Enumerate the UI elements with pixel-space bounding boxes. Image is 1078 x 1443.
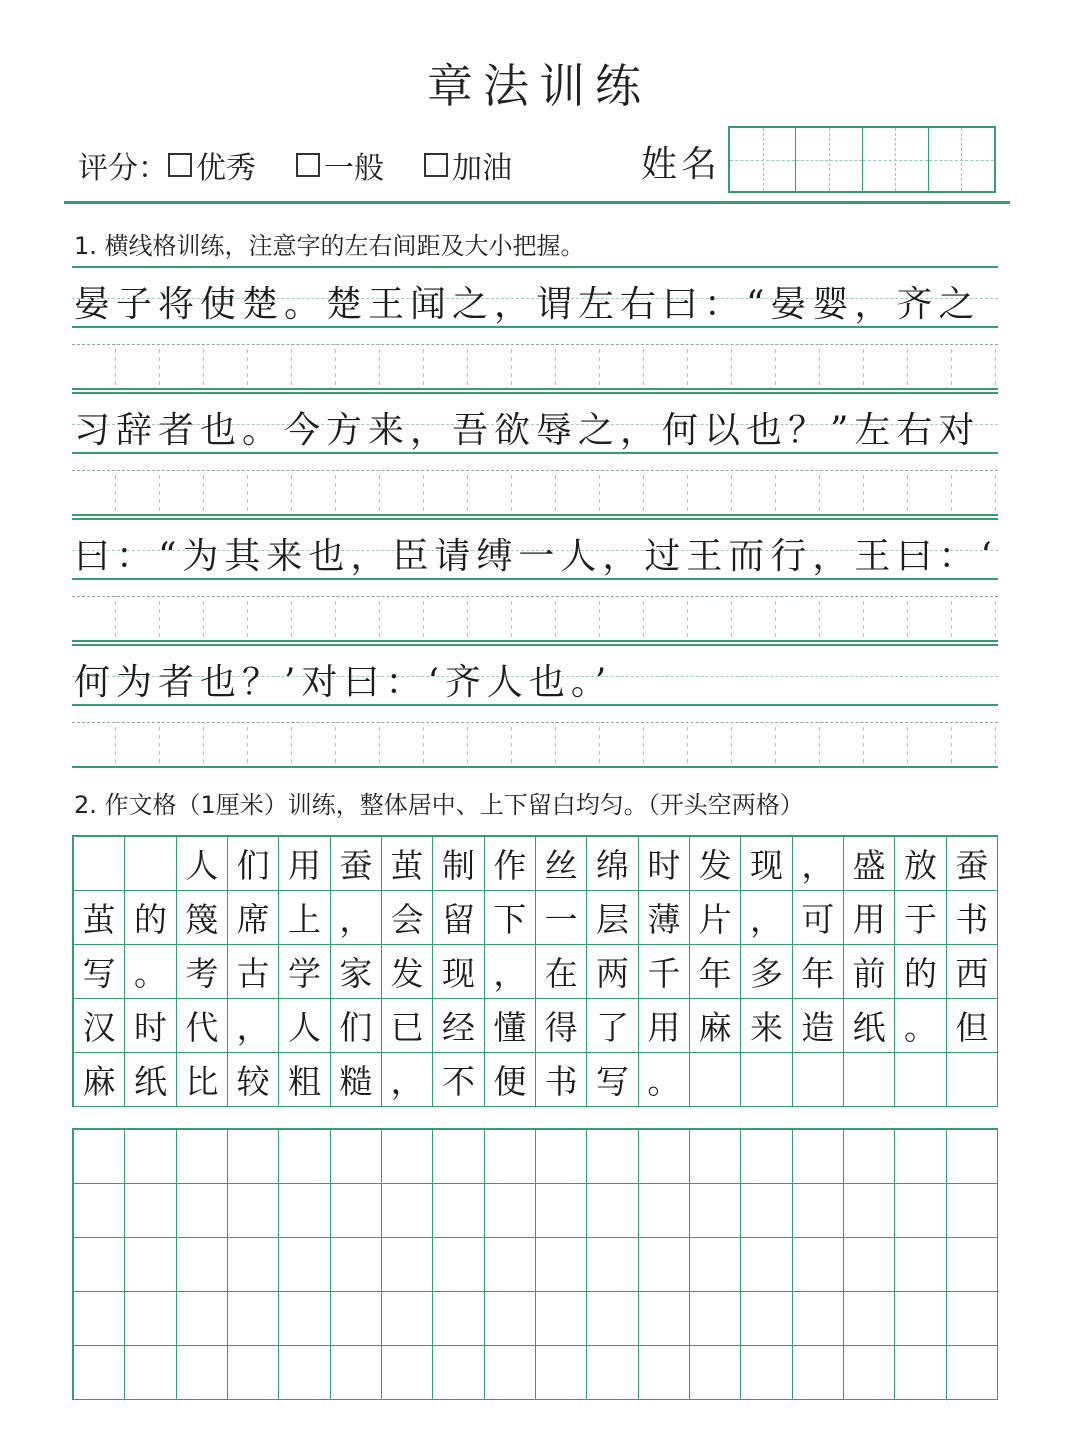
- essay-grid-cell: [125, 837, 176, 891]
- essay-grid-cell: 不: [433, 1053, 484, 1107]
- practice-grid-cell[interactable]: [536, 1238, 587, 1292]
- essay-grid-cell: 千: [639, 945, 690, 999]
- practice-grid-cell[interactable]: [125, 1130, 176, 1184]
- practice-grid-cell[interactable]: [947, 1292, 998, 1346]
- essay-grid-cell: 席: [228, 891, 279, 945]
- essay-grid-cell: 的: [895, 945, 946, 999]
- practice-grid-cell[interactable]: [741, 1184, 792, 1238]
- essay-grid-cell: 于: [895, 891, 946, 945]
- score-option-label: 加油: [452, 151, 512, 186]
- practice-grid-cell[interactable]: [382, 1130, 433, 1184]
- essay-grid-cell: ，: [485, 945, 536, 999]
- name-label: 姓名: [641, 144, 722, 185]
- practice-grid-cell[interactable]: [639, 1292, 690, 1346]
- essay-grid-cell: 多: [741, 945, 792, 999]
- practice-grid-cell[interactable]: [433, 1346, 484, 1400]
- essay-grid-cell: 篾: [177, 891, 228, 945]
- practice-grid-cell[interactable]: [74, 1346, 125, 1400]
- practice-grid-cell[interactable]: [895, 1184, 946, 1238]
- essay-grid-cell: [947, 1053, 998, 1107]
- score-row: [78, 142, 552, 188]
- essay-grid-cell: 麻: [690, 999, 741, 1053]
- essay-grid-cell: 人: [177, 837, 228, 891]
- model-text-band: [72, 392, 998, 454]
- blank-practice-grid[interactable]: [72, 1128, 998, 1400]
- essay-grid-cell: ，: [793, 837, 844, 891]
- essay-grid-cell: ，: [228, 999, 279, 1053]
- practice-grid-cell[interactable]: [639, 1130, 690, 1184]
- checkbox-keep-going[interactable]: [424, 153, 448, 177]
- practice-grid-cell[interactable]: [741, 1346, 792, 1400]
- model-text-line: 曰：“为其来也，臣请缚一人，过王而行，王曰：‘: [74, 536, 998, 577]
- essay-grid-cell: 时: [639, 837, 690, 891]
- essay-grid-cell: 书: [947, 891, 998, 945]
- practice-band[interactable]: [72, 722, 998, 768]
- practice-grid-cell[interactable]: [433, 1184, 484, 1238]
- essay-grid-cell: 蚕: [947, 837, 998, 891]
- essay-grid-cell: [741, 1053, 792, 1107]
- score-option-keep-going[interactable]: [424, 143, 512, 187]
- essay-grid-cell: 书: [536, 1053, 587, 1107]
- essay-grid-cell: 茧: [74, 891, 125, 945]
- essay-grid-cell: 们: [228, 837, 279, 891]
- practice-grid-cell[interactable]: [228, 1130, 279, 1184]
- essay-grid-cell: [844, 1053, 895, 1107]
- score-label: 评分：: [78, 151, 168, 186]
- essay-grid-cell: 但: [947, 999, 998, 1053]
- essay-grid-cell: 下: [485, 891, 536, 945]
- line-pair: [72, 518, 998, 644]
- practice-grid-cell[interactable]: [177, 1184, 228, 1238]
- practice-band[interactable]: [72, 470, 998, 516]
- practice-grid-cell[interactable]: [741, 1238, 792, 1292]
- practice-grid-cell[interactable]: [690, 1346, 741, 1400]
- practice-grid-cell[interactable]: [485, 1346, 536, 1400]
- essay-grid-cell: 造: [793, 999, 844, 1053]
- practice-band[interactable]: [72, 596, 998, 642]
- practice-grid-cell[interactable]: [587, 1184, 638, 1238]
- essay-grid-cell: 丝: [536, 837, 587, 891]
- practice-grid-cell[interactable]: [74, 1292, 125, 1346]
- essay-grid-cell: 来: [741, 999, 792, 1053]
- practice-grid-cell[interactable]: [74, 1184, 125, 1238]
- essay-grid-cell: 可: [793, 891, 844, 945]
- practice-grid-cell[interactable]: [228, 1346, 279, 1400]
- essay-grid-cell: 较: [228, 1053, 279, 1107]
- practice-grid-cell[interactable]: [587, 1130, 638, 1184]
- practice-grid-cell[interactable]: [382, 1346, 433, 1400]
- essay-grid-cell: ，: [741, 891, 792, 945]
- practice-grid-cell[interactable]: [844, 1130, 895, 1184]
- essay-grid-cell: 现: [433, 945, 484, 999]
- name-input-grid[interactable]: [728, 126, 996, 193]
- essay-grid-cell: 薄: [639, 891, 690, 945]
- essay-grid-cell: 西: [947, 945, 998, 999]
- essay-grid-cell: 制: [433, 837, 484, 891]
- page-title: 章法训练: [427, 59, 651, 113]
- practice-grid-cell[interactable]: [331, 1292, 382, 1346]
- essay-grid-cell: 汉: [74, 999, 125, 1053]
- practice-grid-cell[interactable]: [279, 1292, 330, 1346]
- essay-grid-cell: 糙: [331, 1053, 382, 1107]
- line-pair: [72, 644, 998, 770]
- essay-grid-cell: 经: [433, 999, 484, 1053]
- essay-grid-cell: 纸: [844, 999, 895, 1053]
- practice-grid-cell[interactable]: [895, 1292, 946, 1346]
- practice-grid-cell[interactable]: [177, 1238, 228, 1292]
- model-text-line: 晏子将使楚。楚王闻之，谓左右曰：“晏婴，齐之: [74, 284, 981, 325]
- model-text-band: [72, 518, 998, 580]
- essay-grid-cell: 用: [844, 891, 895, 945]
- practice-grid-cell[interactable]: [382, 1292, 433, 1346]
- essay-grid-cell: 麻: [74, 1053, 125, 1107]
- practice-grid-cell[interactable]: [433, 1238, 484, 1292]
- practice-grid-cell[interactable]: [74, 1130, 125, 1184]
- essay-grid-cell: 时: [125, 999, 176, 1053]
- model-text-band: [72, 644, 998, 706]
- practice-grid-cell[interactable]: [485, 1238, 536, 1292]
- practice-grid-cell[interactable]: [793, 1184, 844, 1238]
- essay-grid-cell: 年: [690, 945, 741, 999]
- practice-grid-cell[interactable]: [947, 1130, 998, 1184]
- practice-grid-cell[interactable]: [74, 1238, 125, 1292]
- practice-grid-cell[interactable]: [587, 1346, 638, 1400]
- practice-grid-cell[interactable]: [433, 1292, 484, 1346]
- practice-grid-cell[interactable]: [639, 1238, 690, 1292]
- essay-grid-cell: 两: [587, 945, 638, 999]
- essay-grid-cell: 懂: [485, 999, 536, 1053]
- practice-grid-cell[interactable]: [331, 1130, 382, 1184]
- section2-title: 2. 作文格（1厘米）训练，整体居中、上下留白均匀。（开头空两格）: [74, 791, 804, 819]
- essay-grid-cell: 发: [690, 837, 741, 891]
- score-option-label: 一般: [324, 151, 384, 186]
- practice-grid-cell[interactable]: [279, 1346, 330, 1400]
- practice-grid-cell[interactable]: [331, 1346, 382, 1400]
- section1-title: 1. 横线格训练，注意字的左右间距及大小把握。: [74, 232, 585, 260]
- practice-grid-cell[interactable]: [741, 1292, 792, 1346]
- essay-grid-cell: 已: [382, 999, 433, 1053]
- practice-grid-cell[interactable]: [690, 1184, 741, 1238]
- essay-grid: [72, 835, 998, 1107]
- practice-grid-cell[interactable]: [793, 1130, 844, 1184]
- practice-grid-cell[interactable]: [793, 1292, 844, 1346]
- model-text-line: 何为者也？’对曰：‘齐人也。’: [74, 662, 613, 703]
- name-cell[interactable]: [730, 128, 796, 191]
- practice-grid-cell[interactable]: [433, 1130, 484, 1184]
- model-text-band: [72, 266, 998, 328]
- essay-grid-cell: 便: [485, 1053, 536, 1107]
- practice-grid-cell[interactable]: [331, 1238, 382, 1292]
- essay-grid-cell: 古: [228, 945, 279, 999]
- practice-grid-cell[interactable]: [485, 1184, 536, 1238]
- practice-grid-cell[interactable]: [331, 1184, 382, 1238]
- essay-grid-cell: ，: [331, 891, 382, 945]
- practice-grid-cell[interactable]: [536, 1184, 587, 1238]
- score-option-label: 优秀: [196, 151, 256, 186]
- practice-grid-cell[interactable]: [587, 1238, 638, 1292]
- essay-grid-cell: 层: [587, 891, 638, 945]
- practice-grid-cell[interactable]: [485, 1292, 536, 1346]
- practice-grid-cell[interactable]: [279, 1184, 330, 1238]
- practice-grid-cell[interactable]: [177, 1292, 228, 1346]
- essay-grid-cell: 了: [587, 999, 638, 1053]
- essay-grid-cell: 片: [690, 891, 741, 945]
- practice-grid-cell[interactable]: [741, 1130, 792, 1184]
- essay-grid-cell: 蚕: [331, 837, 382, 891]
- practice-grid-cell[interactable]: [690, 1238, 741, 1292]
- checkbox-average[interactable]: [296, 153, 320, 177]
- essay-grid-cell: 年: [793, 945, 844, 999]
- essay-grid-cell: 。: [639, 1053, 690, 1107]
- practice-grid-cell[interactable]: [844, 1292, 895, 1346]
- checkbox-excellent[interactable]: [168, 153, 192, 177]
- practice-grid-cell[interactable]: [177, 1346, 228, 1400]
- essay-grid-cell: 人: [279, 999, 330, 1053]
- practice-grid-cell[interactable]: [177, 1130, 228, 1184]
- essay-grid-cell: 茧: [382, 837, 433, 891]
- essay-grid-cell: 一: [536, 891, 587, 945]
- essay-grid-cell: 会: [382, 891, 433, 945]
- essay-grid-cell: 代: [177, 999, 228, 1053]
- essay-grid-cell: 发: [382, 945, 433, 999]
- essay-grid-cell: 现: [741, 837, 792, 891]
- essay-grid-cell: 的: [125, 891, 176, 945]
- essay-grid-cell: 粗: [279, 1053, 330, 1107]
- practice-grid-cell[interactable]: [125, 1238, 176, 1292]
- practice-grid-cell[interactable]: [947, 1184, 998, 1238]
- practice-grid-cell[interactable]: [844, 1184, 895, 1238]
- practice-grid-cell[interactable]: [587, 1292, 638, 1346]
- line-pair: [72, 266, 998, 392]
- score-option-average[interactable]: [296, 143, 384, 187]
- essay-grid-cell: 用: [639, 999, 690, 1053]
- essay-grid-cell: 写: [587, 1053, 638, 1107]
- practice-grid-cell[interactable]: [690, 1130, 741, 1184]
- practice-grid-cell[interactable]: [228, 1292, 279, 1346]
- practice-band[interactable]: [72, 344, 998, 390]
- essay-grid-cell: 得: [536, 999, 587, 1053]
- practice-grid-cell[interactable]: [536, 1130, 587, 1184]
- essay-grid-cell: 上: [279, 891, 330, 945]
- essay-grid-cell: 盛: [844, 837, 895, 891]
- model-text-line: 习辞者也。今方来，吾欲辱之，何以也？”左右对: [74, 410, 981, 451]
- practice-grid-cell[interactable]: [228, 1184, 279, 1238]
- practice-grid-cell[interactable]: [485, 1130, 536, 1184]
- practice-grid-cell[interactable]: [844, 1238, 895, 1292]
- essay-grid-cell: 放: [895, 837, 946, 891]
- practice-grid-cell[interactable]: [382, 1184, 433, 1238]
- practice-grid-cell[interactable]: [536, 1292, 587, 1346]
- essay-grid-cell: 考: [177, 945, 228, 999]
- practice-grid-cell[interactable]: [279, 1238, 330, 1292]
- name-cell[interactable]: [929, 128, 994, 191]
- essay-grid-cell: 在: [536, 945, 587, 999]
- essay-grid-cell: 。: [125, 945, 176, 999]
- practice-grid-cell[interactable]: [125, 1184, 176, 1238]
- essay-grid-cell: 留: [433, 891, 484, 945]
- essay-grid-cell: [690, 1053, 741, 1107]
- essay-grid-cell: 纸: [125, 1053, 176, 1107]
- line-practice-area: [72, 266, 998, 770]
- practice-grid-cell[interactable]: [382, 1238, 433, 1292]
- practice-grid-cell[interactable]: [690, 1292, 741, 1346]
- practice-grid-cell[interactable]: [793, 1238, 844, 1292]
- essay-grid-cell: 们: [331, 999, 382, 1053]
- essay-grid-cell: [895, 1053, 946, 1107]
- score-option-excellent[interactable]: [168, 143, 256, 187]
- header-divider: [64, 201, 1010, 204]
- practice-grid-cell[interactable]: [639, 1346, 690, 1400]
- essay-grid-cell: 学: [279, 945, 330, 999]
- essay-grid-cell: 用: [279, 837, 330, 891]
- practice-grid-cell[interactable]: [125, 1346, 176, 1400]
- practice-grid-cell[interactable]: [947, 1346, 998, 1400]
- essay-grid-cell: 比: [177, 1053, 228, 1107]
- practice-grid-cell[interactable]: [895, 1346, 946, 1400]
- practice-grid-cell[interactable]: [947, 1238, 998, 1292]
- practice-grid-cell[interactable]: [895, 1238, 946, 1292]
- practice-grid-cell[interactable]: [844, 1346, 895, 1400]
- name-cell[interactable]: [863, 128, 929, 191]
- essay-grid-cell: [74, 837, 125, 891]
- essay-grid-cell: 前: [844, 945, 895, 999]
- essay-grid-cell: [793, 1053, 844, 1107]
- practice-grid-cell[interactable]: [279, 1130, 330, 1184]
- practice-grid-cell[interactable]: [228, 1238, 279, 1292]
- practice-grid-cell[interactable]: [895, 1130, 946, 1184]
- essay-grid-cell: 绵: [587, 837, 638, 891]
- line-pair: [72, 392, 998, 518]
- practice-grid-cell[interactable]: [793, 1346, 844, 1400]
- essay-grid-cell: 。: [895, 999, 946, 1053]
- essay-grid-cell: ，: [382, 1053, 433, 1107]
- name-cell[interactable]: [796, 128, 862, 191]
- essay-grid-cell: 作: [485, 837, 536, 891]
- practice-grid-cell[interactable]: [125, 1292, 176, 1346]
- essay-grid-cell: 写: [74, 945, 125, 999]
- practice-grid-cell[interactable]: [639, 1184, 690, 1238]
- essay-grid-cell: 家: [331, 945, 382, 999]
- practice-grid-cell[interactable]: [536, 1346, 587, 1400]
